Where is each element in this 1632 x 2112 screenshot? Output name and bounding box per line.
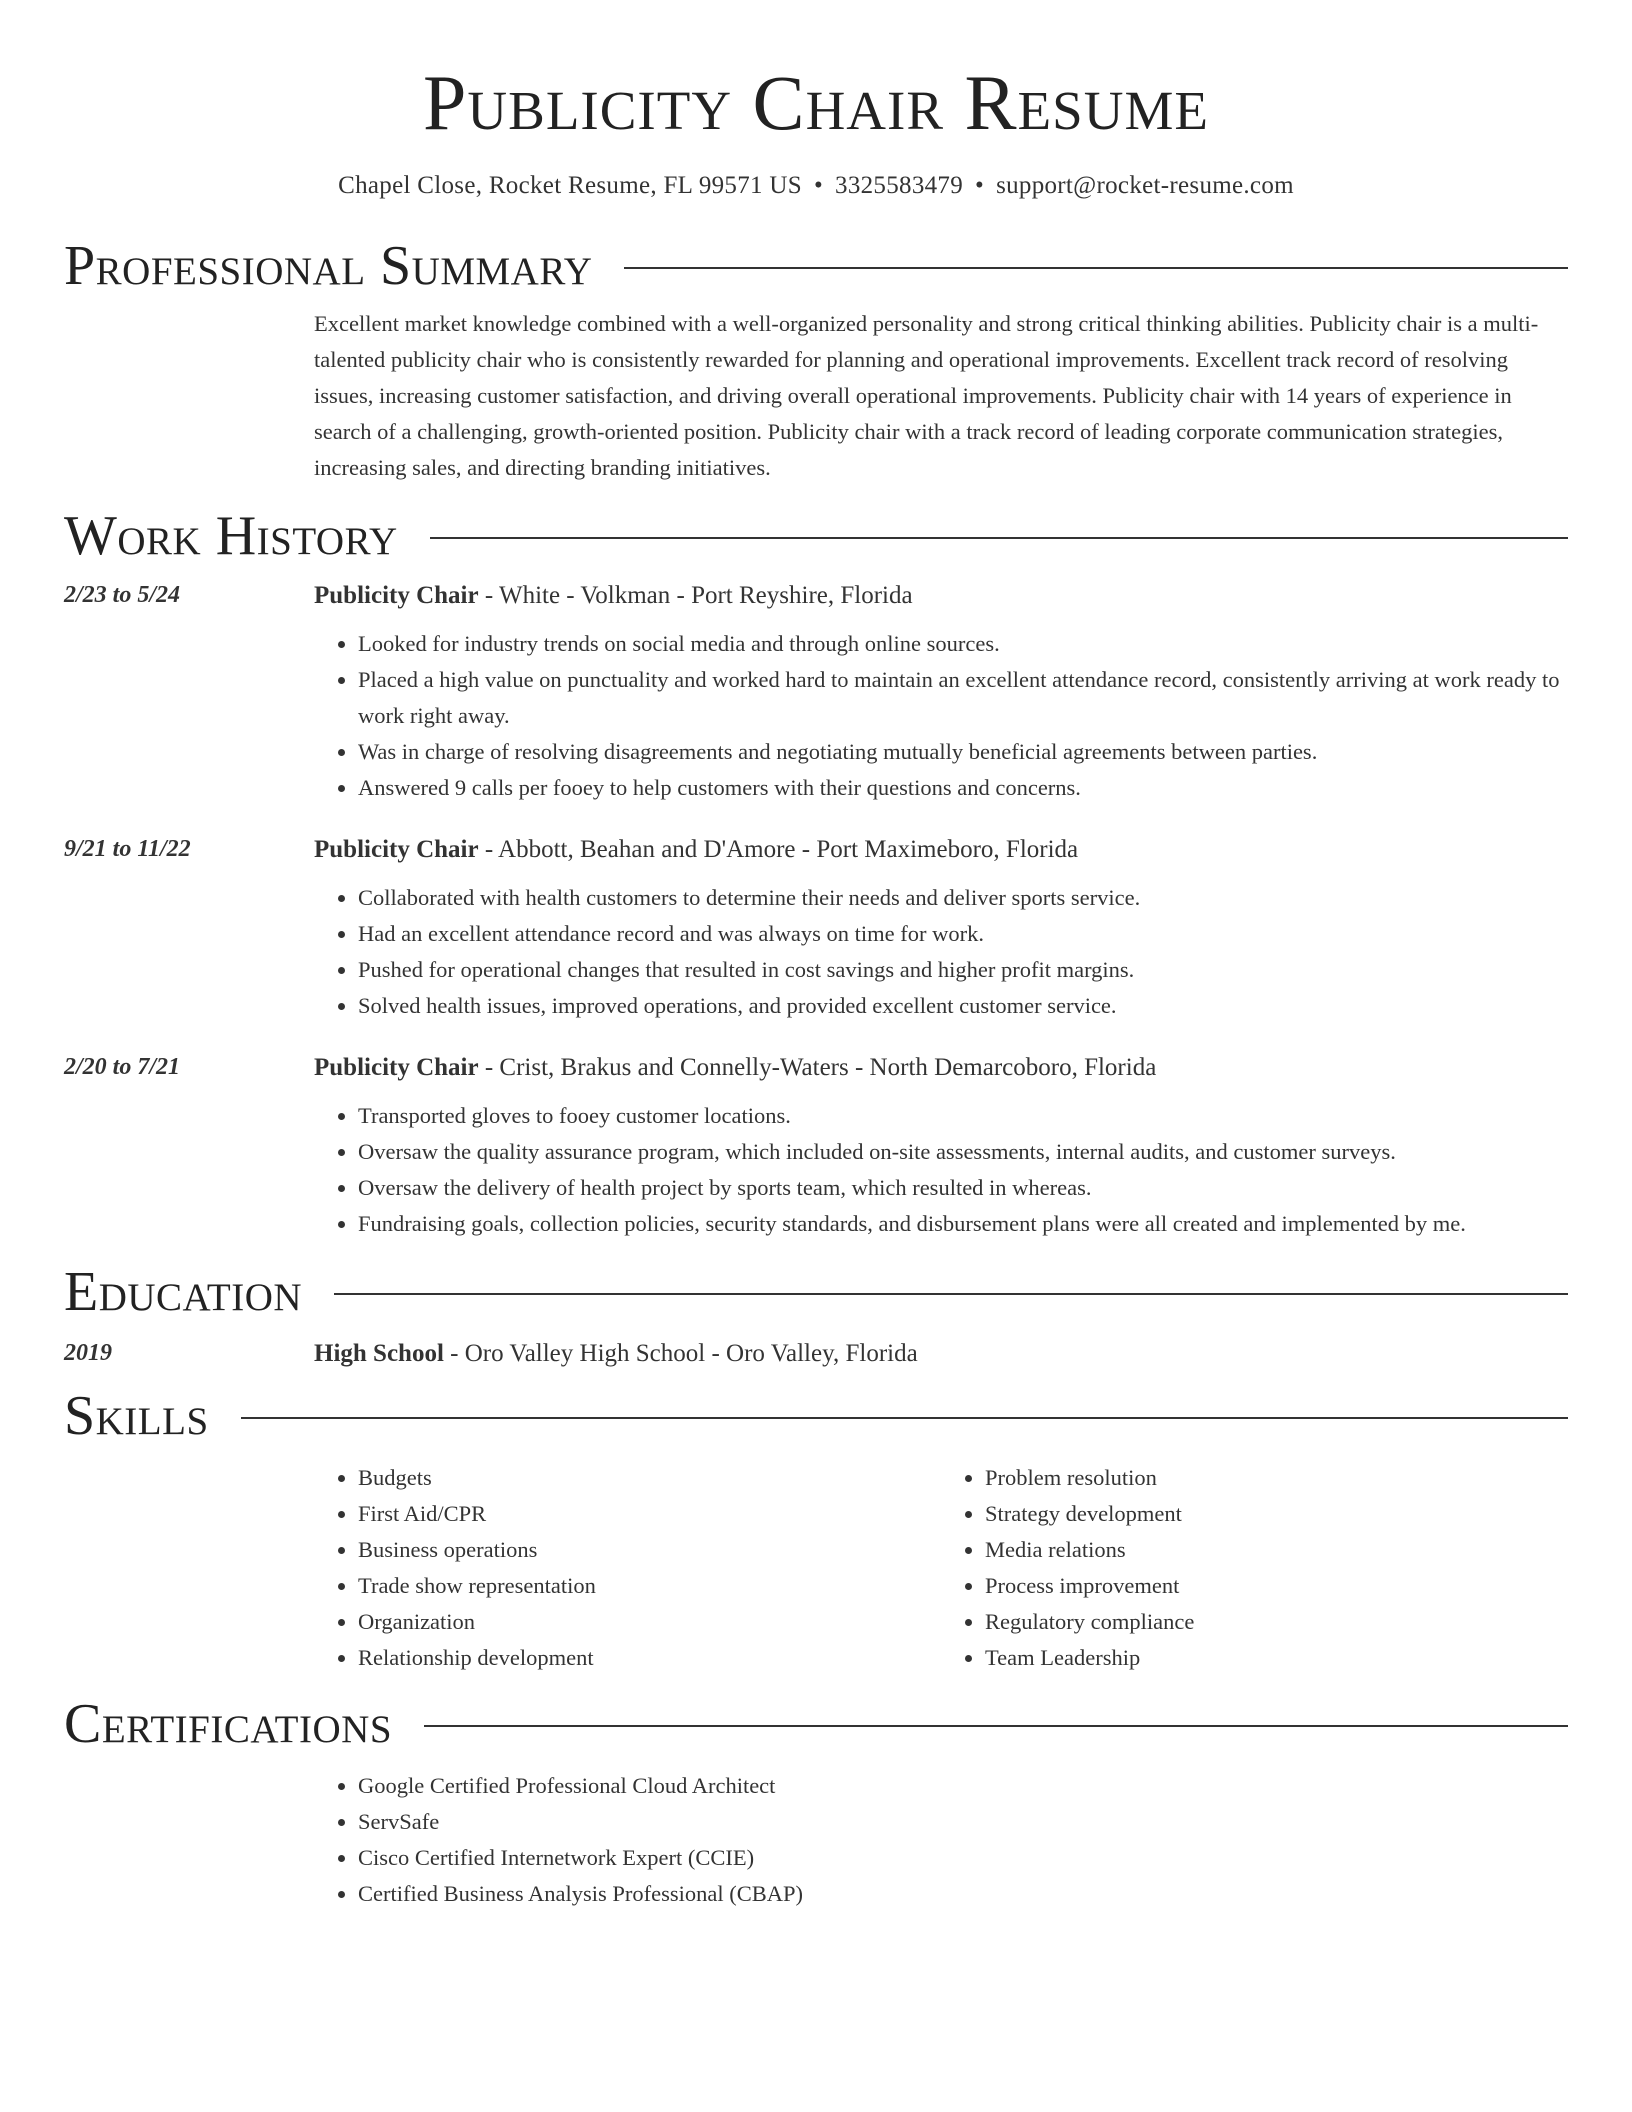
job-content: [314, 1054, 1568, 1242]
job-bullets: [314, 1098, 1568, 1242]
job-bullets: [314, 880, 1568, 1024]
section-divider: [624, 267, 1568, 269]
job-bullet: • Had an excellent attendance record and was always on time for work.: [358, 916, 1568, 952]
job-date: 2/20 to 7/21: [64, 1053, 181, 1080]
work-history-header: [64, 504, 1568, 568]
job-bullet: • Oversaw the delivery of health project by sports team, which resulted in whereas.: [358, 1170, 1568, 1206]
skill-item: • Trade show representation: [358, 1568, 941, 1604]
education-details: - Oro Valley High School - Oro Valley, Florida: [443, 1339, 918, 1367]
work-history-title: Work History: [64, 504, 398, 567]
job-bullet: • Answered 9 calls per fooey to help customers with their questions and concerns.: [358, 770, 1568, 806]
summary-text: Excellent market knowledge combined with a well-organized personality and strong critical thinking abilities. Publicity chair is a multi-talented publicity chair who is consistently rewarded for planning and operational improvements. Excellent track record of resolving issues, increasing customer satisfaction, and driving overall operational improvements. Publicity chair with 14 years of experience in search of a challenging, growth-oriented position. Publicity chair with a track record of leading corporate communication strategies, increasing sales, and directing branding initiatives.: [314, 310, 1539, 480]
job-bullet: • Solved health issues, improved operations, and provided excellent customer service.: [358, 988, 1568, 1024]
contact-separator: •: [975, 171, 985, 199]
job-bullet: • Transported gloves to fooey customer locations.: [358, 1098, 1568, 1134]
job-bullet: • Was in charge of resolving disagreements and negotiating mutually beneficial agreements between parties.: [358, 734, 1568, 770]
contact-phone: 3325583479: [835, 171, 964, 199]
skill-item: • Process improvement: [985, 1568, 1568, 1604]
skills-title: Skills: [64, 1384, 209, 1447]
skill-item: • Budgets: [358, 1460, 941, 1496]
education-title: Education: [64, 1260, 303, 1323]
education-entry: [64, 1340, 1568, 1368]
certifications-title: Certifications: [64, 1692, 393, 1755]
section-divider: [334, 1293, 1568, 1295]
job-role: Publicity Chair: [314, 1053, 479, 1081]
education-headline: [314, 1340, 1568, 1368]
contact-line: [64, 172, 1568, 200]
job-bullet: • Fundraising goals, collection policies, security standards, and disbursement plans were all created and implemented by me.: [358, 1206, 1568, 1242]
job-entry: [64, 582, 1568, 806]
skill-item: • Relationship development: [358, 1640, 941, 1676]
summary-section: [64, 234, 1568, 486]
contact-email[interactable]: support@rocket-resume.com: [996, 171, 1294, 199]
job-entry: [64, 1054, 1568, 1242]
skill-item: • Media relations: [985, 1532, 1568, 1568]
certification-item: • Cisco Certified Internetwork Expert (CCIE): [358, 1840, 1568, 1876]
contact-separator: •: [813, 171, 824, 199]
job-details: - Crist, Brakus and Connelly-Waters - North Demarcoboro, Florida: [478, 1053, 1157, 1081]
section-divider: [430, 537, 1568, 539]
resume-title: Publicity Chair Resume: [423, 59, 1209, 146]
job-bullet: • Pushed for operational changes that resulted in cost savings and higher profit margins.: [358, 952, 1568, 988]
skills-list-right: [941, 1460, 1568, 1676]
job-bullet: • Looked for industry trends on social media and through online sources.: [358, 626, 1568, 662]
skills-grid: [314, 1460, 1568, 1676]
skills-section: [64, 1384, 1568, 1676]
skill-item: • Organization: [358, 1604, 941, 1640]
skill-item: • First Aid/CPR: [358, 1496, 941, 1532]
section-divider: [241, 1417, 1568, 1419]
certification-item: • ServSafe: [358, 1804, 1568, 1840]
education-degree: High School: [314, 1339, 444, 1367]
skill-item: • Problem resolution: [985, 1460, 1568, 1496]
certifications-list: [314, 1768, 1568, 1912]
job-details: - White - Volkman - Port Reyshire, Florida: [478, 581, 913, 609]
certification-item: • Google Certified Professional Cloud Architect: [358, 1768, 1568, 1804]
job-role: Publicity Chair: [314, 835, 479, 863]
summary-header: [64, 234, 1568, 298]
skills-list-left: [314, 1460, 941, 1676]
job-content: [314, 836, 1568, 1024]
contact-address: Chapel Close, Rocket Resume, FL 99571 US: [338, 171, 802, 199]
skill-item: • Business operations: [358, 1532, 941, 1568]
section-divider: [424, 1725, 1568, 1727]
job-bullet: • Placed a high value on punctuality and worked hard to maintain an excellent attendance record, consistently arriving at work ready to work right away.: [358, 662, 1568, 734]
job-details: - Abbott, Beahan and D'Amore - Port Maximeboro, Florida: [478, 835, 1079, 863]
job-headline: [314, 582, 1568, 610]
education-content: [314, 1340, 1568, 1368]
job-headline: [314, 1054, 1568, 1082]
education-section: [64, 1260, 1568, 1368]
job-date: 9/21 to 11/22: [64, 835, 191, 862]
job-content: [314, 582, 1568, 806]
certification-item: • Certified Business Analysis Professional (CBAP): [358, 1876, 1568, 1912]
education-header: [64, 1260, 1568, 1324]
skill-item: • Strategy development: [985, 1496, 1568, 1532]
job-date: 2/23 to 5/24: [64, 581, 181, 608]
skills-header: [64, 1384, 1568, 1448]
education-date: 2019: [64, 1339, 112, 1366]
certifications-header: [64, 1692, 1568, 1756]
skill-item: • Team Leadership: [985, 1640, 1568, 1676]
job-bullet: • Oversaw the quality assurance program, which included on-site assessments, internal audits, and customer surveys.: [358, 1134, 1568, 1170]
job-entry: [64, 836, 1568, 1024]
job-role: Publicity Chair: [314, 581, 479, 609]
job-bullet: • Collaborated with health customers to determine their needs and deliver sports service.: [358, 880, 1568, 916]
work-history-section: [64, 504, 1568, 1242]
job-bullets: [314, 626, 1568, 806]
certifications-section: [64, 1692, 1568, 1912]
skill-item: • Regulatory compliance: [985, 1604, 1568, 1640]
summary-title: Professional Summary: [64, 234, 593, 297]
job-headline: [314, 836, 1568, 864]
